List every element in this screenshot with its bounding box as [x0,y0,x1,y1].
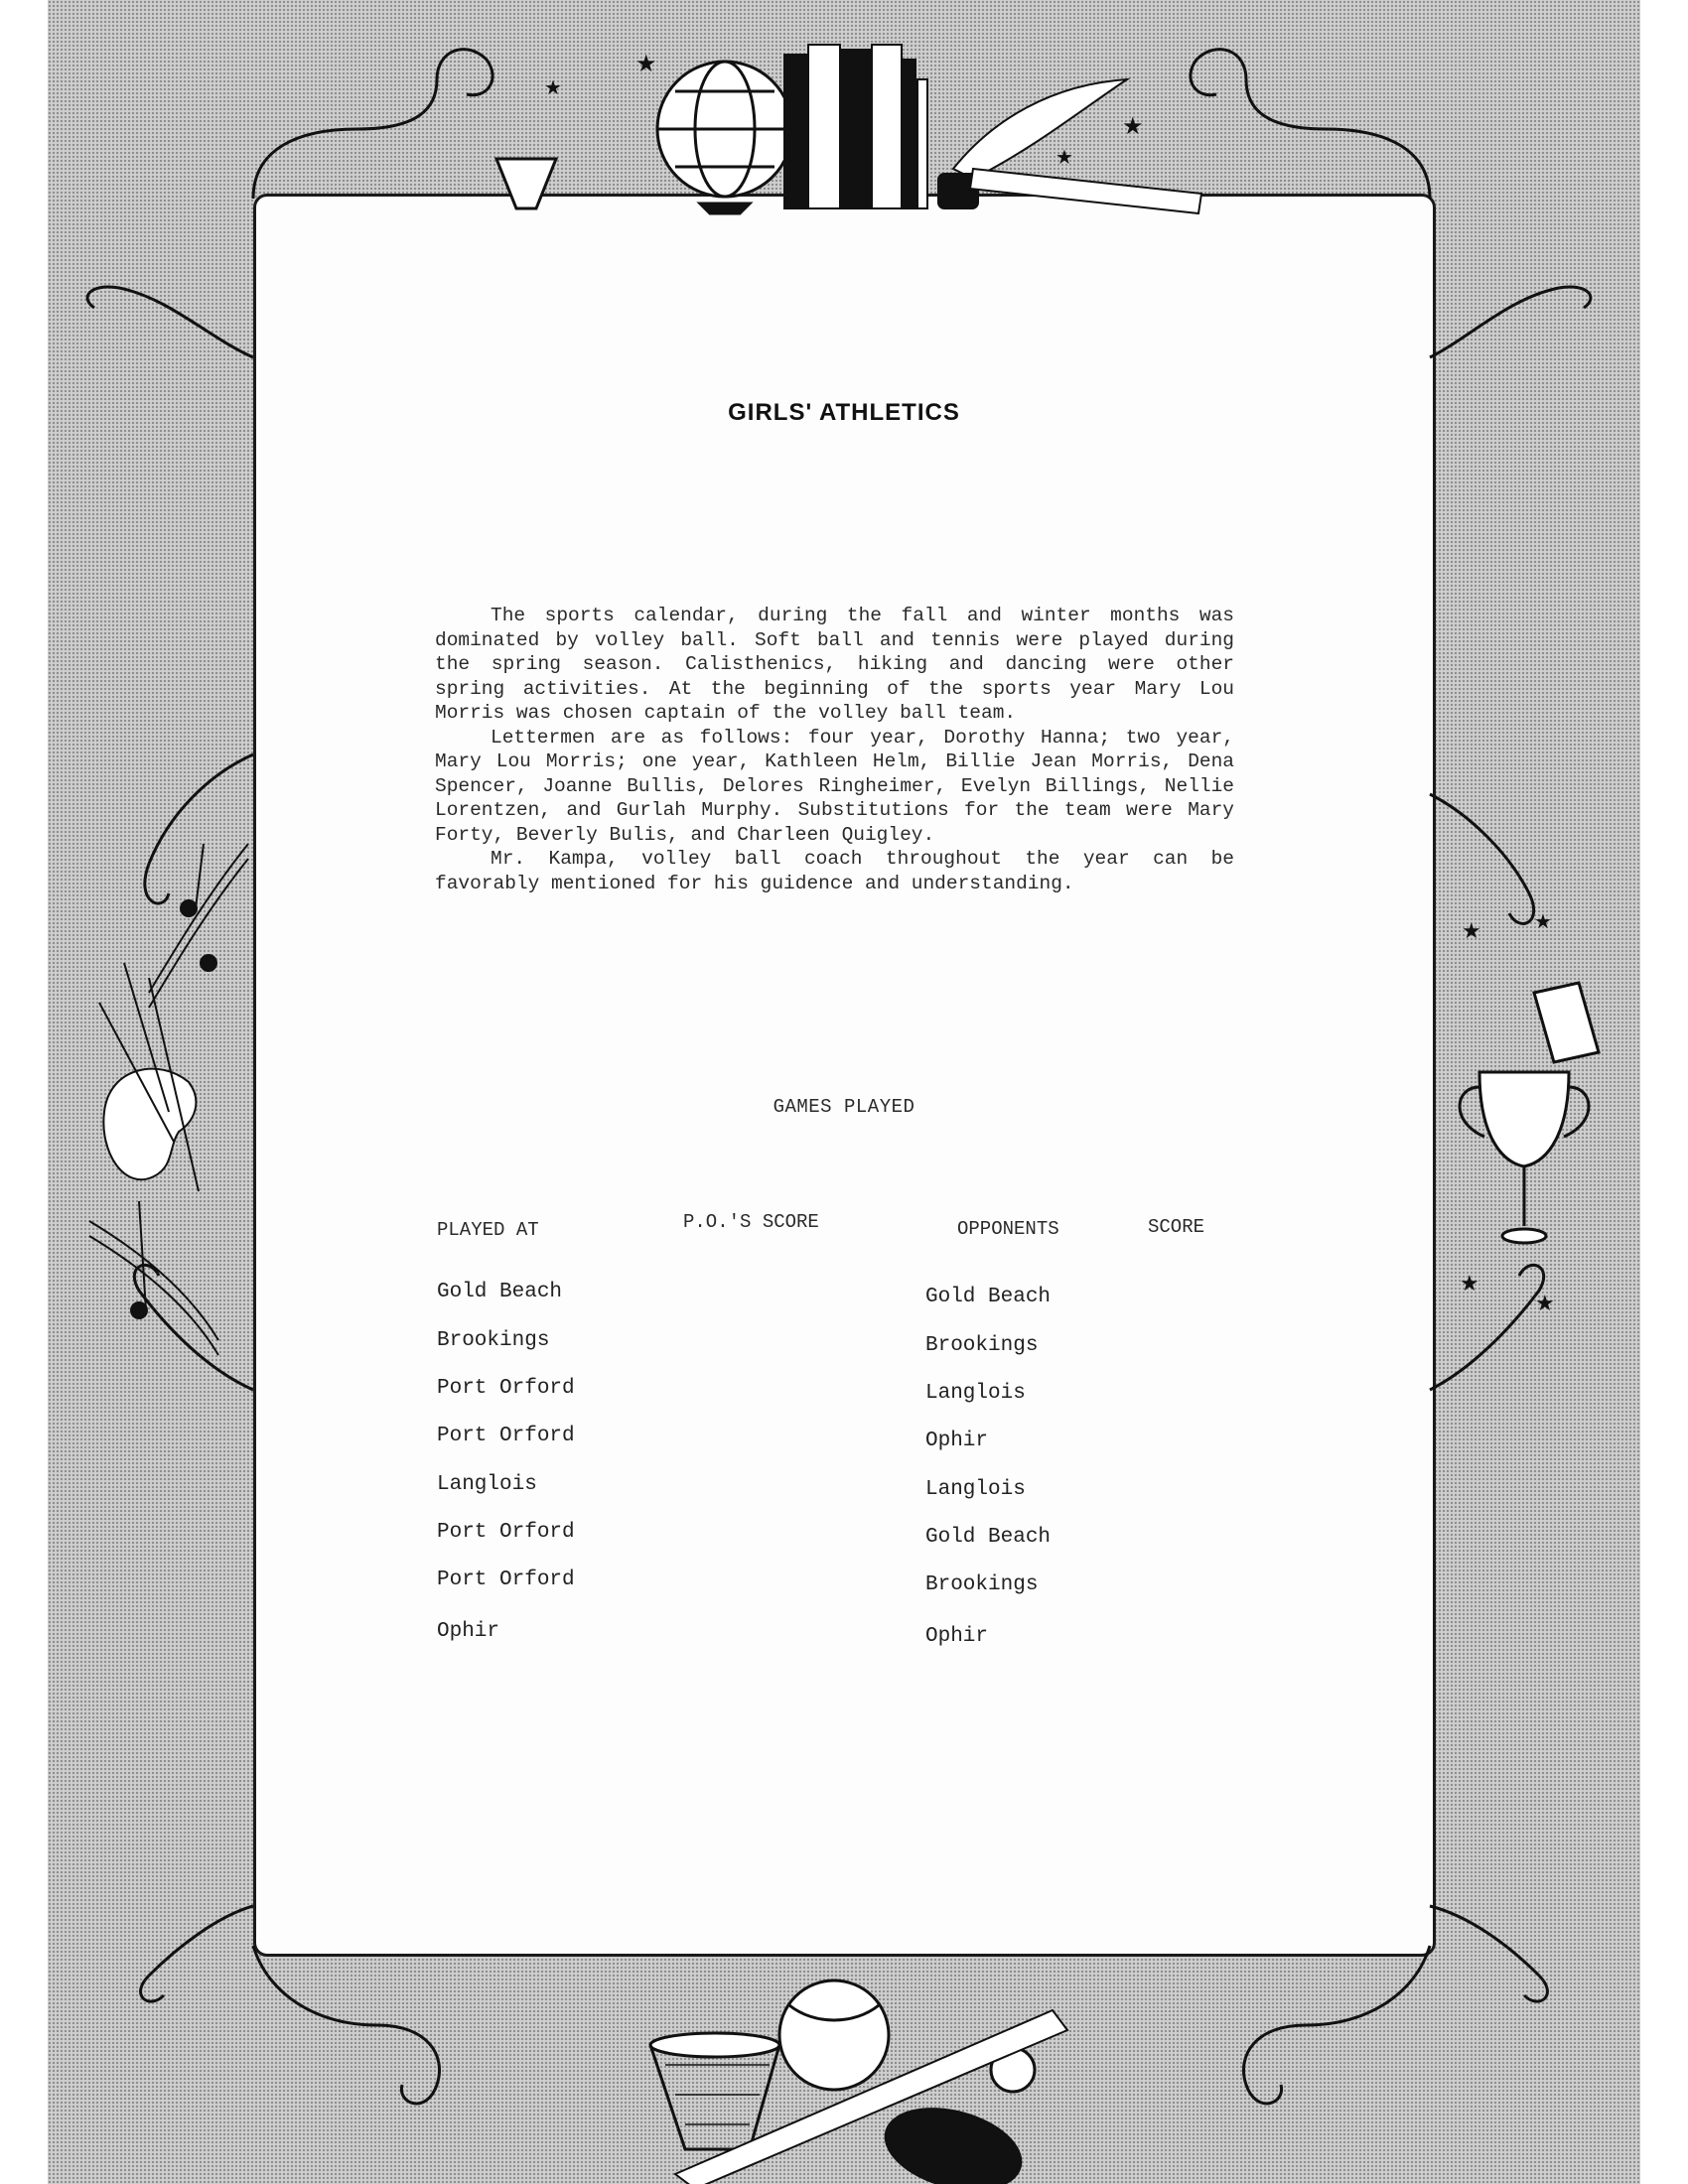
globe-icon [657,62,792,213]
played-at-cell: Brookings [437,1329,550,1352]
opponent-cell: Brookings [925,1334,1039,1357]
svg-text:★: ★ [635,50,657,77]
funnel-icon [496,159,556,208]
games-played-heading: GAMES PLAYED [773,1096,915,1118]
football-icon [877,2095,1031,2184]
svg-text:★: ★ [1462,919,1481,944]
svg-text:★: ★ [1055,145,1073,169]
opponent-cell: Ophir [925,1625,989,1648]
opponent-cell: Brookings [925,1573,1039,1596]
body-text [435,604,1234,895]
played-at-cell: Port Orford [437,1425,575,1447]
paragraph-sports-calendar: The sports calendar, during the fall and winter months was dominated by volley ball. Soft ball and tennis were played during the spring season. Calisthenics, hiking and dancing were other spring activities. At the beginning of the sports year Mary Lou Morris was chosen captain of the volley ball team. [435,605,1234,724]
played-at-cell: Langlois [437,1473,537,1496]
header-score: SCORE [1148,1216,1205,1238]
paint-palette-icon [99,963,199,1191]
paragraph-lettermen: Lettermen are as follows: four year, Dorothy Hanna; two year, Mary Lou Morris; one year, Kathleen Helm, Billie Jean Morris, Dena Spencer, Joanne Bullis, Delores Ringheimer, Evelyn Billings, Nellie Lorentzen, and Gurlah Murphy. Substitutions for the team were Mary Forty, Beverly Bulis, and Charleen Quigley. [435,726,1234,846]
opponent-cell: Gold Beach [925,1286,1052,1308]
opponent-cell: Ophir [925,1430,989,1452]
played-at-cell: Port Orford [437,1521,575,1544]
svg-text:★: ★ [1535,1292,1555,1316]
page-title: GIRLS' ATHLETICS [728,399,960,426]
basketball-hoop-icon [650,2033,779,2149]
played-at-cell: Ophir [437,1620,500,1643]
paragraph-coach: Mr. Kampa, volley ball coach throughout the year can be favorably mentioned for his guidence and understanding. [435,848,1234,894]
books-icon [784,45,927,208]
header-po-score: P.O.'S SCORE [683,1211,819,1233]
opponent-cell: Langlois [925,1478,1026,1501]
played-at-cell: Port Orford [437,1569,575,1591]
header-played-at: PLAYED AT [437,1219,539,1241]
svg-text:★: ★ [1122,112,1144,140]
opponent-cell: Gold Beach [925,1526,1052,1549]
svg-text:★: ★ [1460,1272,1479,1297]
trophy-icon [1460,983,1599,1243]
svg-text:★: ★ [1534,909,1552,933]
ruler-icon [970,169,1201,213]
header-opponents: OPPONENTS [957,1218,1059,1240]
played-at-cell: Gold Beach [437,1281,563,1303]
opponent-cell: Langlois [925,1382,1026,1405]
svg-text:★: ★ [544,75,562,99]
played-at-cell: Port Orford [437,1377,575,1400]
